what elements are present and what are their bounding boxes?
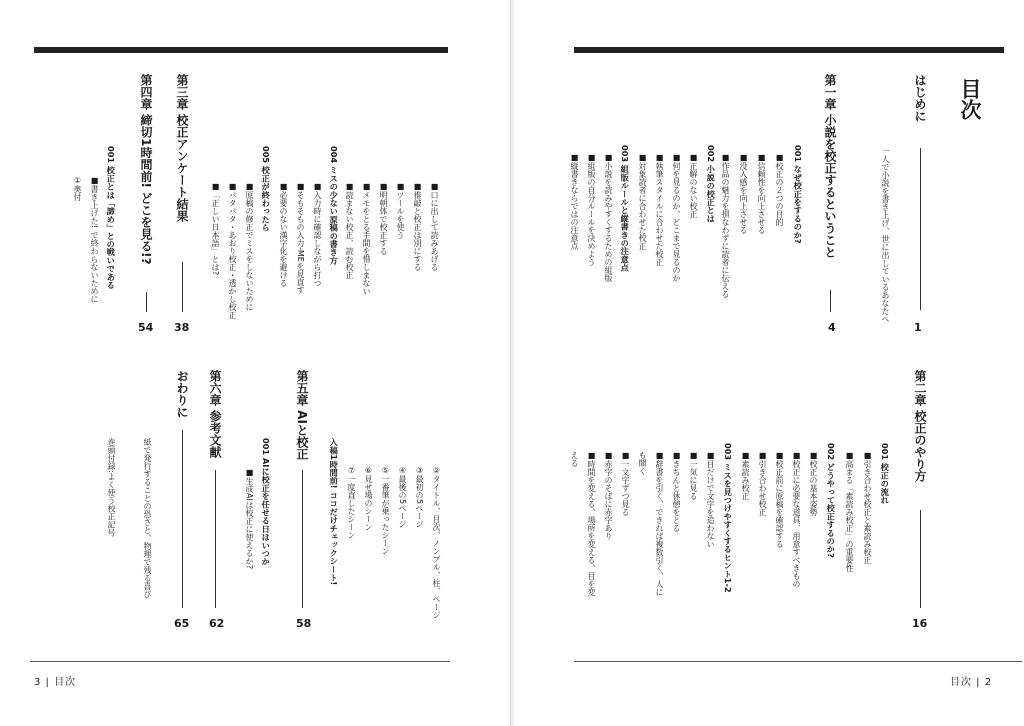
ch1-heading: 第一章 小説を校正するということ (823, 74, 837, 259)
list-item: ■高まる「素読み校正」の重要性 (845, 451, 854, 572)
ch2-page: 16 (912, 617, 928, 630)
bottom-rule (574, 661, 1022, 662)
top-rule (34, 47, 448, 53)
ch2-s1-heading: 001 校正の流れ (880, 443, 891, 504)
ch4-page: 54 (138, 321, 154, 334)
list-item: ■一文字ずつ見る (621, 451, 630, 516)
list-item: ■小説を読みやすくするための組版 (604, 153, 613, 282)
list-item: ■校正に必要な道具、用意すべきもの (792, 451, 801, 588)
list-item: ■執筆スタイルに合わせた校正 (655, 153, 664, 266)
list-item: ■時間を変える、場所を変える、目を変 (587, 451, 596, 596)
ch2-s2-heading: 002 どうやって校正するのか? (826, 443, 837, 558)
owari-heading: おわりに (175, 370, 189, 418)
ch3-heading: 第三章 校正アンケート結果 (175, 74, 189, 223)
hajimeni-sub: 一人で小説を書き上げ、世に出しているあなたへ (881, 147, 890, 323)
list-item: ■生成AIは校正に使えるか? (245, 468, 254, 570)
list-item: ■赤字のそばに赤字あり (604, 451, 613, 540)
list-item: ■正解のない校正 (689, 153, 698, 218)
hajimeni-heading: はじめに (913, 74, 927, 122)
list-item: ■読まない校正、読む校正 (345, 182, 354, 279)
left-page (0, 0, 510, 726)
list-item: ②タイトル、目次、ノンブル、柱、ページ (432, 466, 441, 619)
list-item: ■辞書を引く、できれば複数引く、人に (655, 451, 664, 596)
c005-heading: 005 校正が終わったら (261, 146, 272, 232)
list-item: ■目だけで文字を追わない (706, 451, 715, 548)
list-item: ■必要のない漢字化を避ける (279, 182, 288, 287)
list-item: ■引き合わせ校正と素読み校正 (863, 451, 872, 564)
owari-item: 紙で発行することの恐さと、物理で残る喜び (143, 438, 152, 598)
hajimeni-page: 1 (914, 321, 922, 334)
owari-item: 巻頭付録:よく使う校正記号 (107, 438, 116, 537)
list-item: ■原稿の修正でミスをしないために (245, 182, 254, 311)
list-item: ■推敲と校正は別にする (413, 182, 422, 271)
ch1-s1-heading: 001 なぜ校正をするのか? (793, 145, 804, 244)
ch5-sub: 入稿1時間前! ココだけチェックシート! (329, 438, 340, 586)
ch1-s3-heading: 003 組版ルールと縦書きの注意点 (620, 145, 631, 272)
list-item: ■入力時に確認しながら打つ (313, 182, 322, 287)
list-item: える (570, 451, 579, 467)
owari-leader (182, 430, 183, 608)
ch1-leader (830, 290, 831, 312)
list-item: ■バタバタ・あおり校正・透かし校正 (228, 182, 237, 319)
list-item: ■明朝体で校正する (379, 182, 388, 255)
ch2-leader (920, 510, 921, 608)
list-item: ③最初の5ページ (415, 466, 424, 529)
list-item: ⑥見せ場のシーン (364, 466, 373, 531)
ch2-s3-heading: 003 ミスを見つけやすくするヒント1-2 (723, 443, 734, 593)
list-item: ■校正の２つの目的 (775, 153, 784, 226)
list-item: ■口に出して読みあげる (430, 182, 439, 271)
ch4-s1-heading: 001 校正とは「諦め」との戦いである (106, 146, 117, 289)
bottom-rule (30, 661, 450, 662)
list-item: ■組版の自分ルールを決めよう (587, 153, 596, 266)
ch1-s2-heading: 002 小説の校正とは (706, 145, 717, 223)
list-item: ■縦書きならではの注意点 (570, 153, 579, 250)
list-item: ⑦一度直したシーン (347, 466, 356, 539)
page-footer: 目次 | 2 (950, 677, 993, 688)
ch5-leader (302, 470, 303, 608)
ch6-heading: 第六章 参考文献 (208, 370, 222, 459)
toc-title: 目次 (958, 78, 982, 120)
ch4-heading: 第四章 締切1時間前! どこを見る!? (139, 74, 153, 265)
list-item: ⑤一番筆が乗ったシーン (381, 466, 390, 555)
list-item: ■校正の基本姿勢 (809, 451, 818, 516)
list-item: ■メモをとる手間を惜しまない (362, 182, 371, 295)
list-item: ■信頼性を向上させる (757, 153, 766, 234)
top-rule (574, 47, 1004, 53)
list-item: ■そもそもの入力-MEを見直す (296, 182, 305, 294)
hajimeni-leader (920, 148, 921, 310)
ch6-s1-heading: 001 AIに校正を任せる日はいつか (261, 438, 272, 566)
list-item: ■引き合わせ校正 (758, 451, 767, 516)
list-item: ①奥付 (73, 176, 82, 201)
list-item: ■一気に見る (689, 451, 698, 500)
page-footer: 3 | 目次 (34, 677, 77, 688)
list-item: ■何を見るのか、どこまで見るのか (672, 153, 681, 282)
list-item: ■作品の魅力を損なわずに読者に伝える (721, 153, 730, 298)
list-item: ■素読み校正 (741, 451, 750, 500)
list-item: ■きちんと休憩をとる (672, 451, 681, 532)
list-item: ■ツールを使う (396, 182, 405, 239)
list-item: ■書き上げた! で終わらないために (90, 176, 99, 303)
right-page (514, 0, 1024, 726)
ch3-page: 38 (174, 321, 190, 334)
ch4-leader (146, 292, 147, 312)
ch1-page: 4 (828, 321, 836, 334)
list-item: ■没入感を向上させる (739, 153, 748, 234)
list-item: ■「正しい日本語」とは? (211, 182, 220, 276)
ch2-heading: 第二章 校正のやり方 (913, 370, 927, 483)
list-item: ④最後の5ページ (398, 466, 407, 529)
list-item: ■対象読者に合わせた校正 (638, 153, 647, 250)
owari-page: 65 (174, 617, 190, 630)
list-item: ■校正前に原稿を確認する (775, 451, 784, 548)
list-item: も聞く (638, 451, 647, 475)
ch5-heading: 第五章 AIと校正 (295, 370, 309, 460)
c004-heading: 004 ミスの少ない原稿の書き方 (329, 146, 340, 265)
ch5-page: 58 (296, 617, 312, 630)
ch6-page: 62 (209, 617, 225, 630)
ch6-leader (215, 470, 216, 608)
ch3-leader (182, 262, 183, 312)
